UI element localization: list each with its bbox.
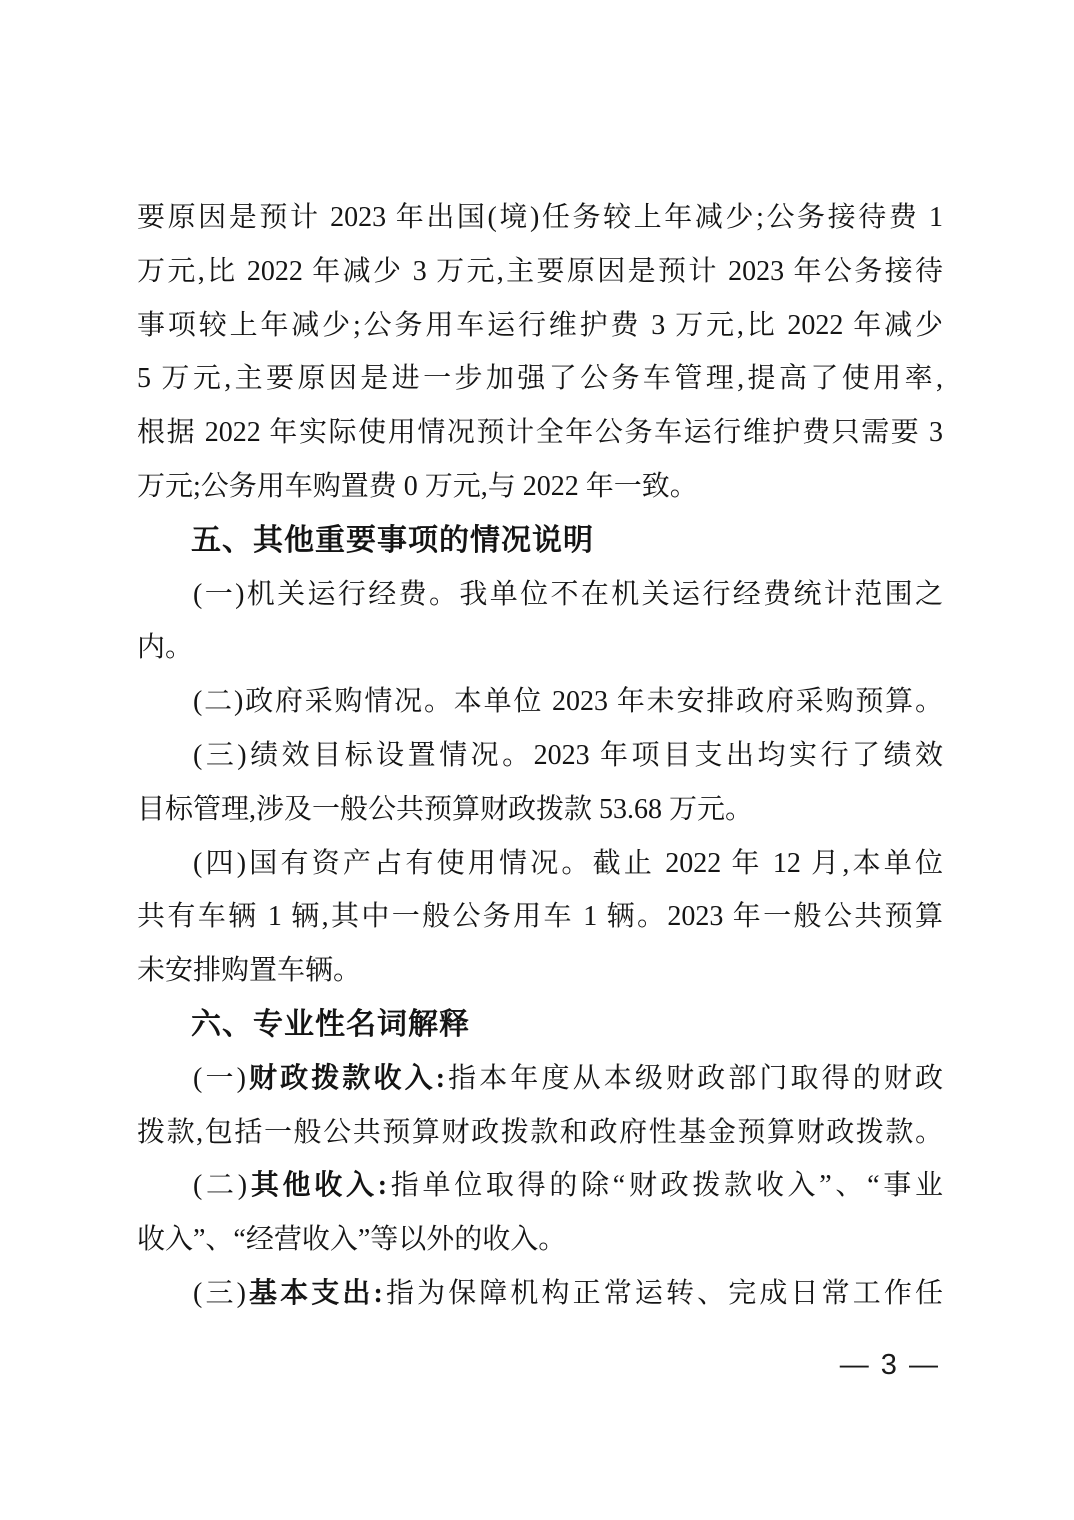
section5-heading: 五、其他重要事项的情况说明 [191,523,594,557]
sec6-term1-line: 拨款,包括一般公共预算财政拨款和政府性基金预算财政拨款。 [137,1116,943,1148]
sec5-item4-line: 共有车辆 1 辆,其中一般公务用车 1 辆。2023 年一般公共预算 [137,901,943,933]
term-prefix: (二) [193,1170,248,1202]
text-block [137,191,943,1321]
sec6-term2-line [137,1159,943,1213]
body-line: 根据 2022 年实际使用情况预计全年公务车运行维护费只需要 3 [137,417,943,449]
term-definition: 指单位取得的除“财政拨款收入”、“事业 [387,1170,943,1202]
term-prefix: (一) [193,1062,246,1094]
sec5-item4-line: (四)国有资产占有使用情况。截止 2022 年 12 月,本单位 [193,847,943,879]
body-line: 万元,比 2022 年减少 3 万元,主要原因是预计 2023 年公务接待 [137,255,943,287]
body-line: 5 万元,主要原因是进一步加强了公务车管理,提高了使用率, [137,363,943,395]
sec5-item2-line: (二)政府采购情况。本单位 2023 年未安排政府采购预算。 [193,686,943,718]
term-definition: 指为保障机构正常运转、完成日常工作任 [382,1277,943,1309]
body-line: 万元;公务用车购置费 0 万元,与 2022 年一致。 [137,470,698,502]
body-line: 要原因是预计 2023 年出国(境)任务较上年减少;公务接待费 1 [137,202,943,233]
sec5-item3-line: 目标管理,涉及一般公共预算财政拨款 53.68 万元。 [137,793,754,825]
page-number: — 3 — [839,1349,940,1381]
term-name: 基本支出: [245,1277,383,1309]
body-line: 事项较上年减少;公务用车运行维护费 3 万元,比 2022 年减少 [137,309,943,341]
term-name: 财政拨款收入: [245,1062,446,1094]
sec5-item1-line: (一)机关运行经费。我单位不在机关运行经费统计范围之 [193,578,943,610]
section6-heading: 六、专业性名词解释 [191,1007,470,1041]
sec5-item1-line: 内。 [137,632,194,664]
term-name: 其他收入: [247,1170,388,1202]
sec6-term3-line [137,1267,943,1321]
sec6-term2-line: 收入”、“经营收入”等以外的收入。 [137,1224,567,1256]
term-prefix: (三) [193,1277,246,1309]
term-definition: 指本年度从本级财政部门取得的财政 [445,1062,943,1094]
sec5-item4-line: 未安排购置车辆。 [137,955,362,987]
sec6-term1-line [137,1052,943,1106]
sec5-item3-line: (三)绩效目标设置情况。2023 年项目支出均实行了绩效 [193,739,943,771]
